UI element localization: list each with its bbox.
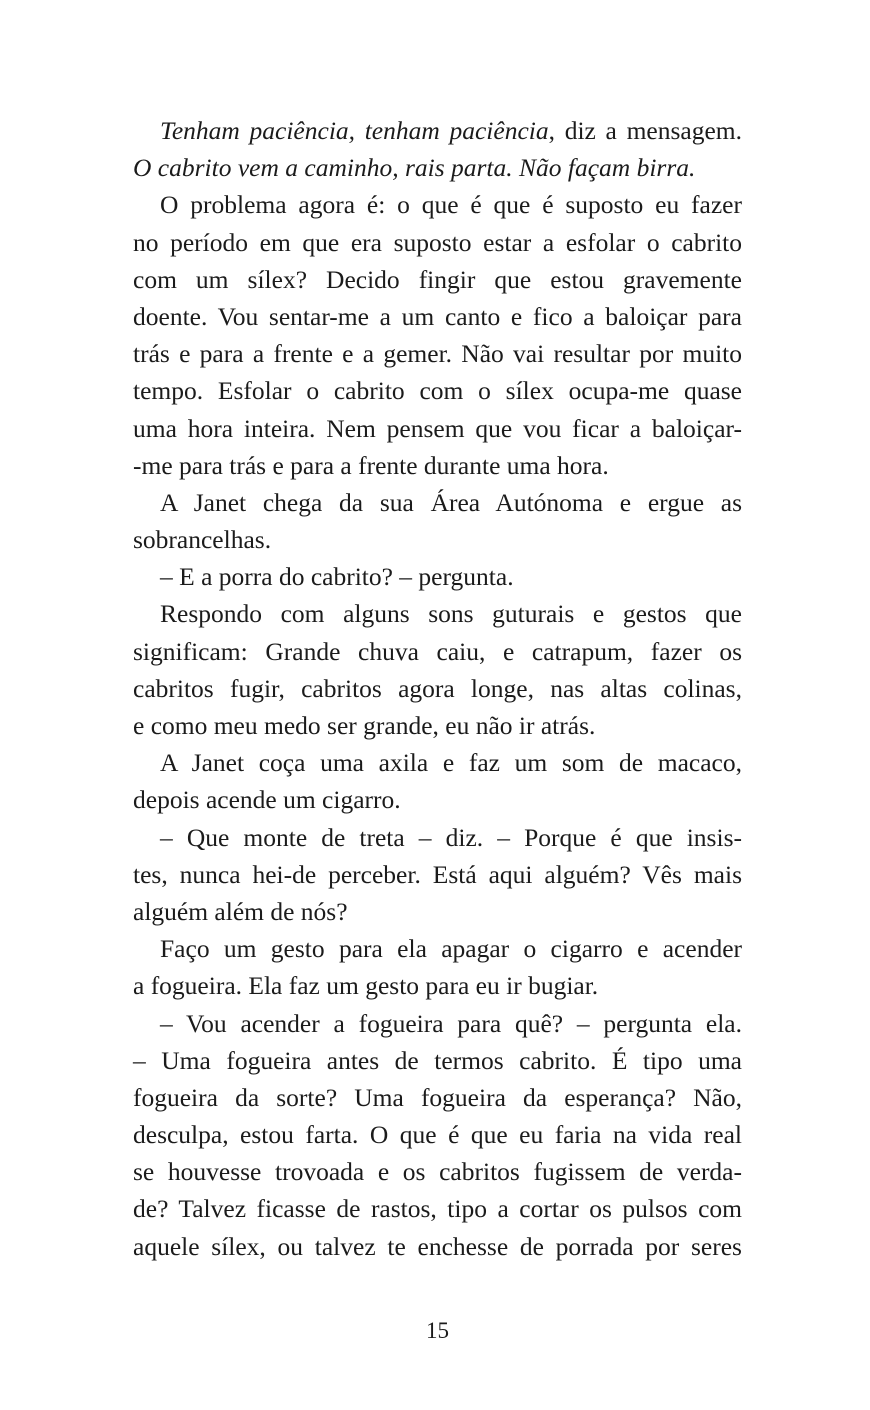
text-line xyxy=(133,1153,742,1190)
text-line xyxy=(133,224,742,261)
text-line xyxy=(133,781,742,818)
text-line xyxy=(133,186,742,223)
text-segment: – Vou acender a fogueira para quê? – pergunta ela. xyxy=(160,1008,742,1038)
text-segment: cabritos fugir, cabritos agora longe, nas altas colinas, xyxy=(133,673,742,703)
text-line xyxy=(133,372,742,409)
text-segment: com um sílex? Decido fingir que estou gravemente xyxy=(133,264,742,294)
text-line xyxy=(133,930,742,967)
italic-text-segment: Tenham paciência, tenham paciência xyxy=(160,116,549,145)
text-segment: doente. Vou sentar-me a um canto e fico a baloiçar para xyxy=(133,301,742,331)
text-segment: A Janet chega da sua Área Autónoma e ergue as xyxy=(160,487,742,517)
text-segment: fogueira da sorte? Uma fogueira da esperança? Não, xyxy=(133,1082,742,1112)
text-segment: a fogueira. Ela faz um gesto para eu ir bugiar. xyxy=(133,971,599,1001)
text-segment: , diz a mensagem. xyxy=(548,116,742,145)
text-block xyxy=(133,112,742,1265)
text-segment: se houvesse trovoada e os cabritos fugissem de verda- xyxy=(133,1157,742,1187)
text-line xyxy=(133,633,742,670)
text-line xyxy=(133,484,742,521)
text-line xyxy=(133,335,742,372)
text-line xyxy=(133,1116,742,1153)
text-segment: trás e para a frente e a gemer. Não vai resultar por muito xyxy=(133,339,742,369)
text-segment: no período em que era suposto estar a esfolar o cabrito xyxy=(133,227,742,257)
text-line xyxy=(133,261,742,298)
text-line xyxy=(133,856,742,893)
text-line xyxy=(133,893,742,930)
text-segment: tes, nunca hei-de perceber. Está aqui alguém? Vês mais xyxy=(133,859,742,889)
text-segment: e como meu medo ser grande, eu não ir atrás. xyxy=(133,711,596,740)
text-segment: uma hora inteira. Nem pensem que vou ficar a baloiçar- xyxy=(133,413,742,443)
text-line xyxy=(133,410,742,447)
text-segment: depois acende um cigarro. xyxy=(133,785,401,815)
text-line xyxy=(133,112,742,149)
text-line xyxy=(133,967,742,1004)
text-line xyxy=(133,1228,742,1265)
text-line xyxy=(133,558,742,595)
text-line xyxy=(133,521,742,558)
text-segment: A Janet coça uma axila e faz um som de macaco, xyxy=(160,748,742,778)
text-segment: Respondo com alguns sons guturais e gestos que xyxy=(160,599,742,629)
text-segment: O problema agora é: o que é que é suposto eu fazer xyxy=(160,190,742,220)
italic-text-segment: O cabrito vem a caminho, rais parta. Não façam birra. xyxy=(133,153,696,183)
text-line xyxy=(133,1190,742,1227)
text-line xyxy=(133,707,742,744)
text-line xyxy=(133,149,742,186)
text-line xyxy=(133,744,742,781)
text-segment: de? Talvez ficasse de rastos, tipo a cortar os pulsos com xyxy=(133,1194,742,1224)
text-segment: – Uma fogueira antes de termos cabrito. É tipo uma xyxy=(133,1045,742,1075)
text-segment: tempo. Esfolar o cabrito com o sílex ocupa-me quase xyxy=(133,376,742,406)
text-line xyxy=(133,1042,742,1079)
text-segment: – E a porra do cabrito? – pergunta. xyxy=(160,562,514,592)
text-line xyxy=(133,1005,742,1042)
text-segment: significam: Grande chuva caiu, e catrapum, fazer os xyxy=(133,636,742,666)
text-line xyxy=(133,595,742,632)
text-segment: Faço um gesto para ela apagar o cigarro e acender xyxy=(160,934,742,964)
text-segment: – Que monte de treta – diz. – Porque é que insis- xyxy=(160,822,742,852)
text-line xyxy=(133,447,742,484)
text-segment: sobrancelhas. xyxy=(133,525,272,555)
text-line xyxy=(133,298,742,335)
text-line xyxy=(133,819,742,856)
text-segment: -me para trás e para a frente durante uma hora. xyxy=(133,450,609,480)
text-segment: desculpa, estou farta. O que é que eu faria na vida real xyxy=(133,1120,742,1150)
text-line xyxy=(133,1079,742,1116)
page-number: 15 xyxy=(426,1318,449,1343)
text-line xyxy=(133,670,742,707)
text-segment: aquele sílex, ou talvez te enchesse de porrada por seres xyxy=(133,1231,742,1261)
text-segment: alguém além de nós? xyxy=(133,896,348,926)
